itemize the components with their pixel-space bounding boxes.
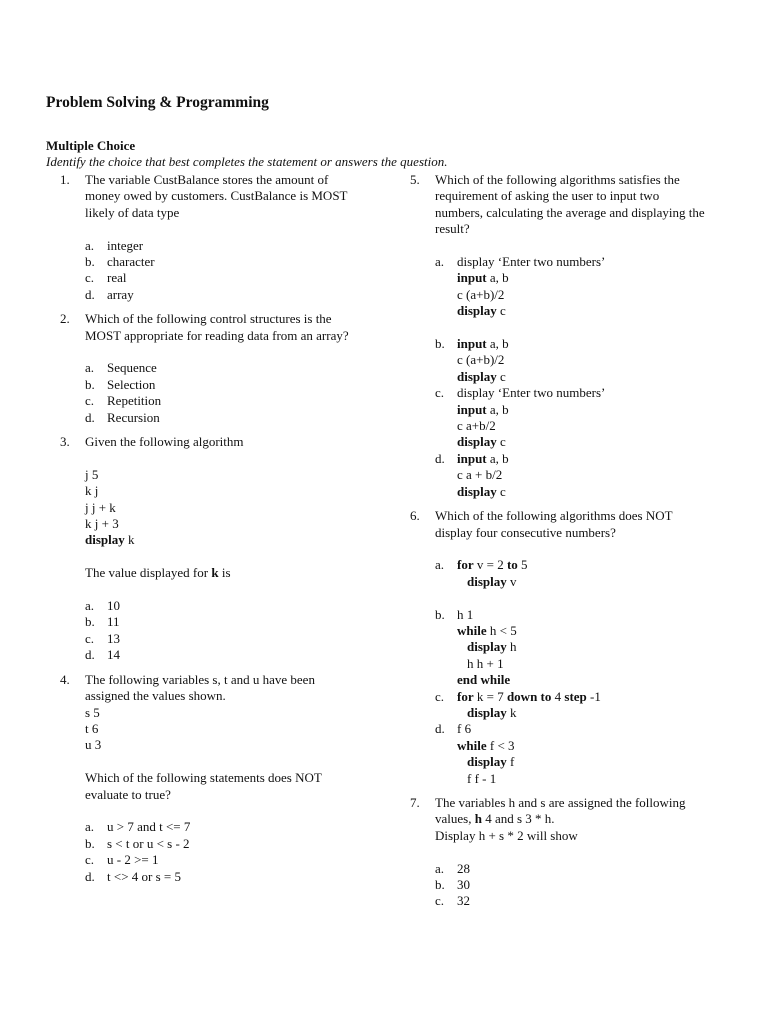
option-d[interactable] — [85, 410, 380, 426]
option-label: c. — [435, 688, 445, 704]
option-text: 11 — [107, 614, 120, 630]
option-text: 30 — [457, 876, 470, 892]
option-label: b. — [435, 606, 445, 622]
option-label: a. — [85, 598, 95, 614]
code-line: c a+b/2 — [457, 418, 496, 434]
option-text: real — [107, 270, 127, 286]
code-line: display ‘Enter two numbers’ — [457, 385, 606, 401]
option-a[interactable] — [435, 557, 740, 590]
option-a[interactable] — [435, 254, 740, 320]
option-label: b. — [435, 336, 445, 352]
question-number: 3. — [60, 434, 70, 450]
option-c[interactable] — [435, 893, 740, 909]
code-line: f 6 — [457, 721, 472, 737]
option-a[interactable] — [85, 360, 380, 376]
code-line: end while — [457, 672, 511, 688]
question-text-line: money owed by customers. CustBalance is MOST — [85, 188, 348, 204]
option-text: t <> 4 or s = 5 — [107, 868, 181, 884]
option-label: b. — [85, 614, 95, 630]
code-line: for k = 7 down to 4 step -1 — [457, 688, 601, 704]
question-text-line: Display h + s * 2 will show — [435, 827, 578, 843]
option-d[interactable] — [435, 451, 740, 500]
question-text-line: result? — [435, 221, 470, 237]
code-line: input a, b — [457, 270, 509, 286]
code-line: j j + k — [85, 499, 116, 515]
option-label: a. — [435, 557, 445, 573]
option-text: Sequence — [107, 360, 157, 376]
option-d[interactable] — [85, 647, 380, 663]
question-text-line: Given the following algorithm — [85, 434, 244, 450]
code-line: display c — [457, 483, 506, 499]
option-label: d. — [85, 409, 95, 425]
option-label: d. — [435, 450, 445, 466]
code-line: c (a+b)/2 — [457, 286, 505, 302]
option-a[interactable] — [85, 598, 380, 614]
code-line: f f - 1 — [467, 770, 497, 786]
option-label: d. — [85, 868, 95, 884]
right-column — [410, 172, 740, 910]
option-text: 32 — [457, 893, 470, 909]
option-text: s < t or u < s - 2 — [107, 835, 190, 851]
option-c[interactable] — [85, 393, 380, 409]
option-label: c. — [435, 893, 445, 909]
question-number: 7. — [410, 794, 420, 810]
question-text-line: The following variables s, t and u have been — [85, 671, 315, 687]
code-line: for v = 2 to 5 — [457, 557, 528, 573]
question-text-line: Which of the following algorithms does NOT — [435, 508, 673, 524]
option-text: u > 7 and t <= 7 — [107, 819, 191, 835]
option-label: d. — [85, 647, 95, 663]
option-label: b. — [85, 835, 95, 851]
option-text: 13 — [107, 630, 120, 646]
question-text-line: values, h 4 and s 3 * h. — [435, 811, 555, 827]
option-label: b. — [85, 376, 95, 392]
page-title: Problem Solving & Programming — [46, 94, 269, 111]
option-d[interactable] — [85, 869, 380, 885]
question-text-line: likely of data type — [85, 204, 180, 220]
code-line: while f < 3 — [457, 737, 515, 753]
code-line: input a, b — [457, 401, 509, 417]
code-line: display k — [467, 704, 517, 720]
code-line: display c — [457, 368, 506, 384]
code-line: display c — [457, 434, 506, 450]
option-label: d. — [85, 286, 95, 302]
option-label: a. — [435, 254, 445, 270]
option-b[interactable] — [435, 336, 740, 385]
question-text-line: numbers, calculating the average and displaying the — [435, 204, 705, 220]
option-text: Recursion — [107, 409, 160, 425]
code-line: s 5 — [85, 704, 100, 720]
option-label: b. — [435, 876, 445, 892]
question-number: 4. — [60, 671, 70, 687]
question-5 — [410, 172, 740, 500]
instructions: Identify the choice that best completes the statement or answers the question. — [46, 154, 448, 169]
code-line: k j + 3 — [85, 516, 119, 532]
question-text-line: MOST appropriate for reading data from an array? — [85, 327, 349, 343]
option-label: c. — [85, 270, 95, 286]
question-text-line: The variables h and s are assigned the following — [435, 794, 686, 810]
question-3 — [60, 434, 380, 664]
code-line: j 5 — [85, 466, 99, 482]
question-number: 5. — [410, 172, 420, 187]
option-label: d. — [435, 721, 445, 737]
question-text-line: requirement of asking the user to input two — [435, 188, 660, 204]
question-number: 2. — [60, 311, 70, 327]
code-line: display ‘Enter two numbers’ — [457, 254, 606, 270]
option-b[interactable] — [435, 877, 740, 893]
code-line: display c — [457, 303, 506, 319]
option-b[interactable] — [435, 607, 740, 689]
question-1 — [60, 172, 380, 303]
option-label: b. — [85, 254, 95, 270]
option-a[interactable] — [85, 238, 380, 254]
left-column — [60, 172, 380, 885]
code-line: c a + b/2 — [457, 467, 503, 483]
code-line: input a, b — [457, 336, 509, 352]
option-c[interactable] — [85, 852, 380, 868]
option-d[interactable] — [435, 721, 740, 787]
question-text-line: assigned the values shown. — [85, 688, 226, 704]
question-text-line: display four consecutive numbers? — [435, 524, 616, 540]
code-line: h h + 1 — [467, 655, 504, 671]
option-label: c. — [85, 393, 95, 409]
question-text-line: The variable CustBalance stores the amount of — [85, 172, 329, 187]
question-text-line: Which of the following statements does NOT — [85, 770, 322, 786]
option-text: integer — [107, 237, 144, 253]
option-text: character — [107, 254, 155, 270]
option-c[interactable] — [85, 270, 380, 286]
question-2 — [60, 311, 380, 426]
option-text: Selection — [107, 376, 156, 392]
option-b[interactable] — [85, 836, 380, 852]
question-number: 1. — [60, 172, 70, 187]
option-label: a. — [435, 860, 445, 876]
code-line: display f — [467, 754, 515, 770]
option-c[interactable] — [435, 689, 740, 722]
option-b[interactable] — [85, 377, 380, 393]
option-label: c. — [85, 852, 95, 868]
option-a[interactable] — [435, 861, 740, 877]
option-c[interactable] — [435, 385, 740, 451]
option-a[interactable] — [85, 819, 380, 835]
code-line: display v — [467, 573, 517, 589]
option-label: a. — [85, 819, 95, 835]
option-b[interactable] — [85, 254, 380, 270]
option-c[interactable] — [85, 631, 380, 647]
question-text-line: The value displayed for k is — [85, 565, 231, 581]
code-line: input a, b — [457, 450, 509, 466]
option-text: 10 — [107, 598, 120, 614]
question-7 — [410, 795, 740, 910]
question-text-line: evaluate to true? — [85, 786, 171, 802]
question-4 — [60, 672, 380, 885]
question-6 — [410, 508, 740, 787]
option-label: a. — [85, 237, 95, 253]
option-text: 14 — [107, 647, 120, 663]
option-label: a. — [85, 360, 95, 376]
option-text: 28 — [457, 860, 470, 876]
code-line: t 6 — [85, 720, 99, 736]
option-text: u - 2 >= 1 — [107, 852, 159, 868]
question-number: 6. — [410, 508, 420, 524]
code-line: display k — [85, 532, 135, 548]
option-text: array — [107, 286, 134, 302]
code-line: while h < 5 — [457, 622, 517, 638]
keyword: display — [85, 532, 125, 548]
option-b[interactable] — [85, 614, 380, 630]
code-line: c (a+b)/2 — [457, 352, 505, 368]
option-d[interactable] — [85, 287, 380, 303]
code-line: h 1 — [457, 606, 474, 622]
option-label: c. — [435, 385, 445, 401]
question-text-line: Which of the following algorithms satisfies the — [435, 172, 680, 187]
section-heading: Multiple Choice — [46, 138, 136, 153]
option-label: c. — [85, 630, 95, 646]
option-text: Repetition — [107, 393, 162, 409]
code-line: display h — [467, 639, 517, 655]
code-line: k j — [85, 483, 99, 499]
question-text-line: Which of the following control structures is the — [85, 311, 332, 327]
code-line: u 3 — [85, 737, 102, 753]
